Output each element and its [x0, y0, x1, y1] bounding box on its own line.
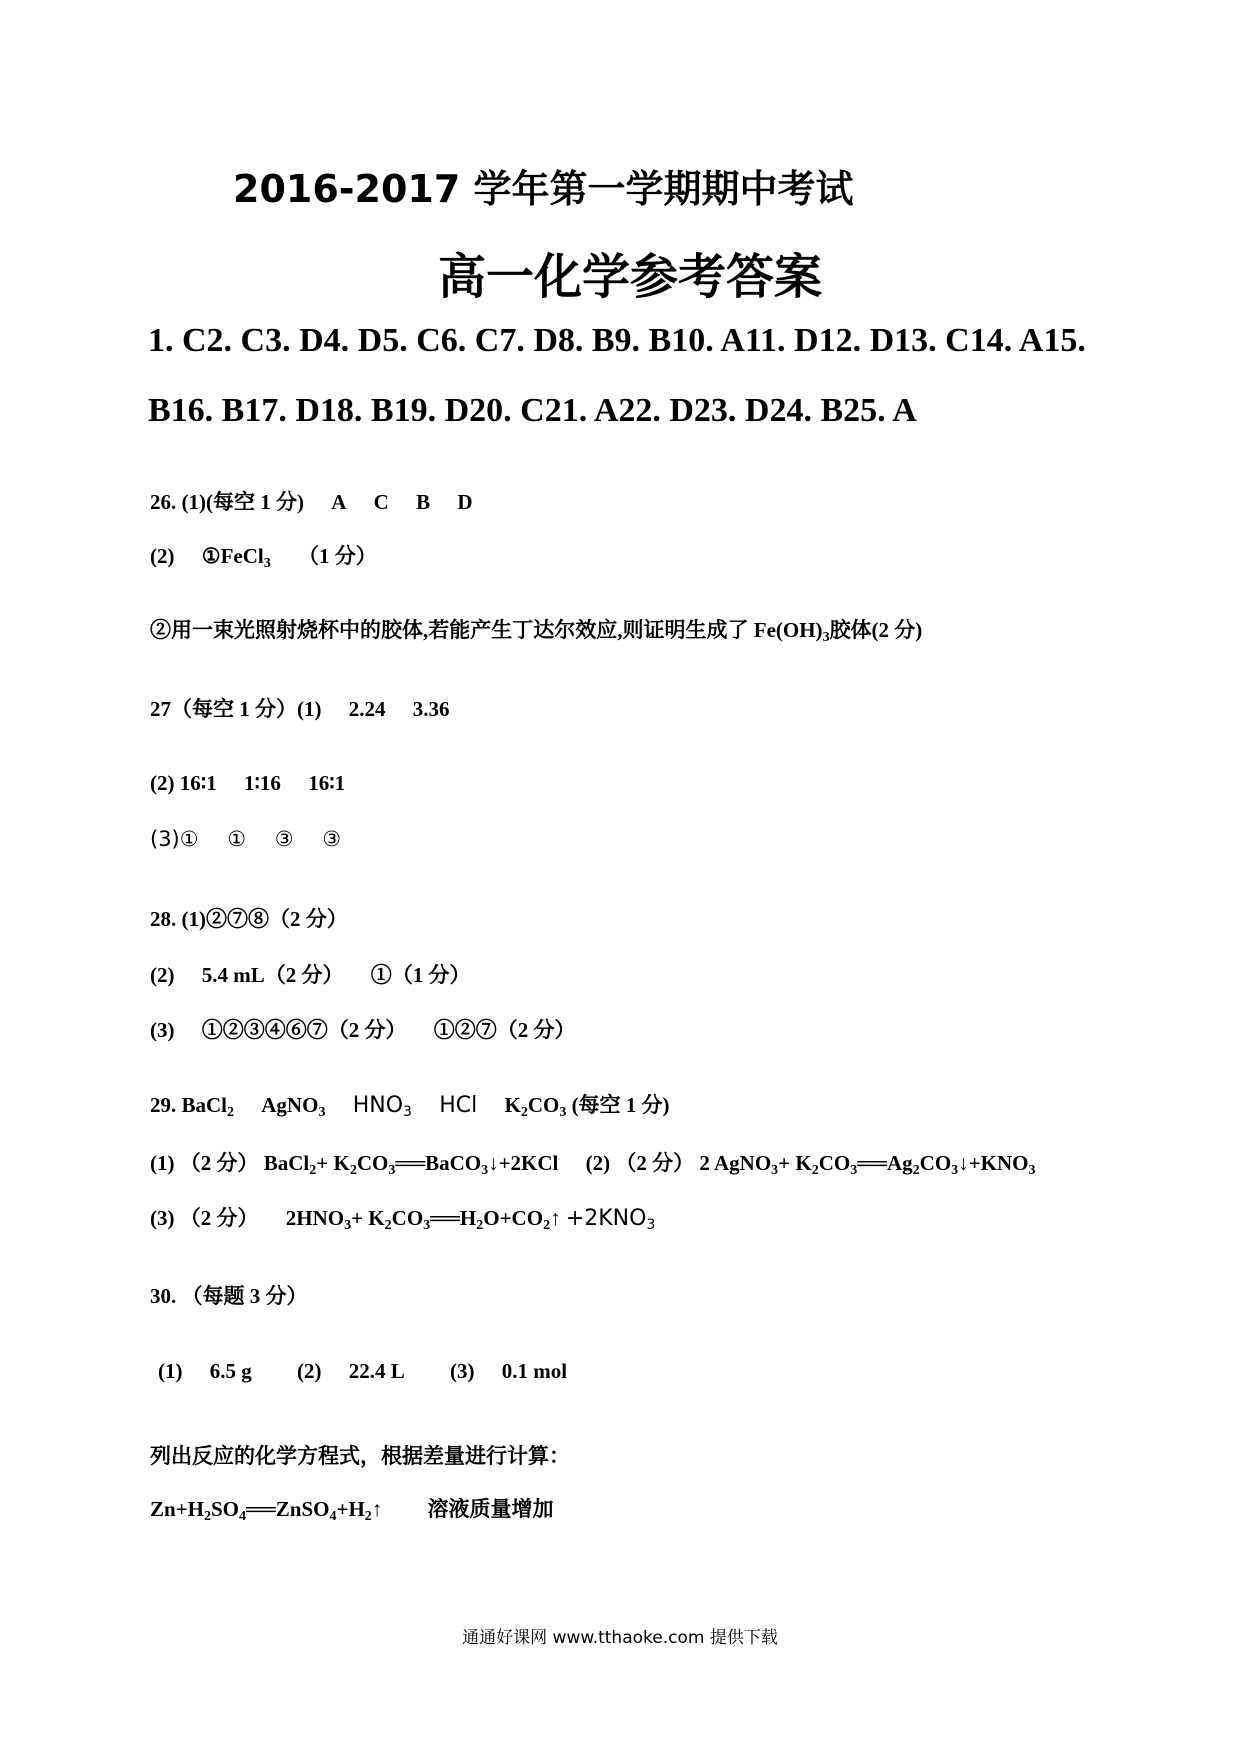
q28-p3-answer: ①②⑦（2 分）: [433, 1018, 576, 1042]
q27-part3: [150, 827, 341, 851]
q26-part1: [150, 486, 473, 516]
q26-answer: C: [373, 490, 389, 514]
q26-answer: B: [416, 490, 431, 514]
q27-answer: 1∶16: [243, 771, 281, 795]
q27-answer: 3.36: [412, 697, 450, 721]
q26-part3: ②用一束光照射烧杯中的胶体,若能产生丁达尔效应,则证明生成了 $Fe(OH)_3$胶体(2 分): [150, 618, 923, 645]
q30-method: 列出反应的化学方程式，根据差量进行计算：: [150, 1444, 570, 1468]
q28-p2-answer: ①（1 分）: [370, 963, 471, 987]
q26-p2-label: (2): [150, 544, 175, 568]
q29-eq2-label: (2) （2 分）: [585, 1151, 695, 1175]
exam-title: 2016-2017 学年第一学期期中考试: [233, 167, 854, 211]
q30-header: 30. （每题 3 分）: [150, 1284, 308, 1308]
mc-answers-line-1: 1. C2. C3. D4. D5. C6. C7. D8. B9. B10. A11. D12. D13. C14. A15.: [148, 322, 1086, 359]
q30-equation: $Zn+H_2SO_4══ZnSO_4+H_2↑$ 溶液质量增加: [150, 1493, 554, 1523]
q29-eq3-label: (3) （2 分）: [150, 1206, 259, 1230]
q26-p2-answer: ①FeCl$_3$: [201, 544, 271, 571]
q27-answer: ①: [179, 827, 199, 851]
q27-answer: ③: [322, 827, 342, 851]
q26-answer: D: [457, 490, 473, 514]
q27-p2-label: (2): [150, 771, 175, 795]
q26-p1-label: 26. (1)(每空 1 分): [150, 490, 304, 514]
q26-answer: A: [331, 490, 347, 514]
q28-part3: (3) ①②③④⑥⑦（2 分） ①②⑦（2 分）: [150, 1014, 576, 1044]
q28-p3-answer: ①②③④⑥⑦（2 分）: [201, 1018, 407, 1042]
mc-answers-line-2: B16. B17. D18. B19. D20. C21. A22. D23. D24. B25. A: [148, 392, 917, 429]
q26-p2-score: （1 分）: [297, 544, 377, 568]
q29-eq1-label: (1) （2 分）: [150, 1151, 259, 1175]
q27-answer: ①: [227, 827, 247, 851]
q29-equation-3: (3) （2 分） $2HNO_3+$ $K_2CO_3══H_2O+CO_2↑ +2KNO_3$: [150, 1202, 655, 1232]
subject-title: 高一化学参考答案: [438, 249, 823, 305]
q27-answer: 16∶1: [308, 771, 346, 795]
q27-p3-label: (3): [150, 827, 180, 851]
q27-part1: [150, 693, 450, 723]
q27-answer: 2.24: [348, 697, 386, 721]
q29-reagents: 29. BaCl$_2$ AgNO$_3$ $HNO_3$ HCl $K_2CO_3$ (每空 1 分): [150, 1089, 670, 1119]
q28-part1: 28. (1)②⑦⑧（2 分）: [150, 907, 348, 931]
q27-p1-label: 27（每空 1 分）(1): [150, 697, 322, 721]
q28-part2: (2) 5.4 mL（2 分） ①（1 分）: [150, 959, 471, 989]
q30-answers: (1) 6.5 g (2) 22.4 L (3) 0.1 mol: [158, 1359, 568, 1383]
q29-score: (每空 1 分): [571, 1093, 670, 1117]
q27-part2: [150, 771, 345, 796]
q29-equations-1-2: (1) （2 分） BaCl$_2$+ $K_2CO_3══BaCO_3↓+2KCl$ (2) （2 分） 2 AgNO$_3$+ $K_2CO_3══Ag_2CO_3↓+KNO_3$: [150, 1147, 1035, 1177]
q28-p2-answer: 5.4 mL（2 分）: [201, 963, 344, 987]
q30-note: 溶液质量增加: [427, 1497, 554, 1521]
q26-part2: [150, 540, 377, 570]
footer-source: 通通好课网 www.tthaoke.com 提供下载: [462, 1628, 778, 1648]
q27-answer: 16∶1: [179, 771, 217, 795]
q27-answer: ③: [274, 827, 294, 851]
